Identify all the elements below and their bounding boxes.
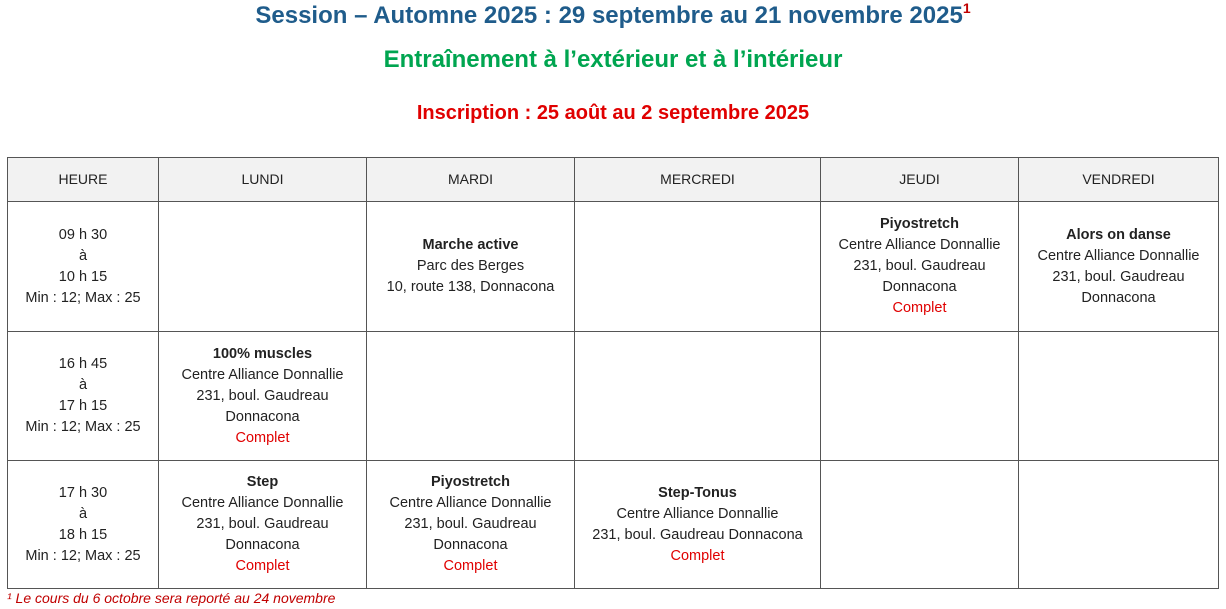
footnote: ¹ Le cours du 6 octobre sera reporté au 24 novembre bbox=[7, 590, 336, 606]
cell-mercredi bbox=[575, 202, 821, 332]
inscription-dates: Inscription : 25 août au 2 septembre 2025 bbox=[416, 102, 810, 124]
course-location: Centre Alliance Donnallie bbox=[181, 366, 344, 383]
course-address: 231, boul. Gaudreau bbox=[1052, 268, 1185, 285]
course-address: 10, route 138, Donnacona bbox=[386, 279, 555, 295]
course-name: 100% muscles bbox=[212, 345, 313, 362]
time-start: 09 h 30 bbox=[58, 226, 108, 243]
col-header-lundi: LUNDI bbox=[159, 158, 367, 202]
session-title-text: Session – Automne 2025 : 29 septembre au 21 novembre 2025 bbox=[255, 2, 963, 29]
course-name: Piyostretch bbox=[431, 474, 510, 490]
session-title bbox=[0, 2, 1226, 30]
col-header-mercredi: MERCREDI bbox=[575, 158, 821, 202]
course-location: Centre Alliance Donnallie bbox=[389, 495, 552, 511]
cell-mardi bbox=[367, 461, 575, 589]
course-city: Donnacona bbox=[225, 537, 300, 553]
cell-vendredi bbox=[1019, 332, 1219, 461]
capacity: Min : 12; Max : 25 bbox=[25, 289, 141, 306]
course-location: Centre Alliance Donnallie bbox=[181, 495, 344, 511]
time-start: 16 h 45 bbox=[58, 356, 108, 372]
time-end: 18 h 15 bbox=[58, 526, 108, 543]
capacity: Min : 12; Max : 25 bbox=[25, 419, 141, 435]
course-address: 231, boul. Gaudreau bbox=[196, 387, 329, 404]
header-row bbox=[8, 158, 1219, 202]
cell-jeudi bbox=[821, 461, 1019, 589]
time-sep: à bbox=[78, 377, 88, 393]
cell-lundi bbox=[159, 332, 367, 461]
col-header-vendredi: VENDREDI bbox=[1019, 158, 1219, 202]
footnote-marker: 1 bbox=[962, 0, 971, 16]
time-end: 17 h 15 bbox=[58, 398, 108, 414]
col-header-jeudi: JEUDI bbox=[821, 158, 1019, 202]
cell-mercredi bbox=[575, 332, 821, 461]
course-location: Centre Alliance Donnallie bbox=[1037, 247, 1200, 264]
course-location: Centre Alliance Donnallie bbox=[616, 505, 779, 522]
course-address: 231, boul. Gaudreau bbox=[196, 516, 329, 532]
time-cell bbox=[8, 332, 159, 461]
course-address: 231, boul. Gaudreau Donnacona bbox=[592, 526, 803, 543]
cell-jeudi bbox=[821, 202, 1019, 332]
status-badge: Complet bbox=[443, 558, 498, 574]
course-name: Step bbox=[246, 474, 279, 490]
cell-mardi bbox=[367, 202, 575, 332]
time-cell bbox=[8, 461, 159, 589]
cell-jeudi bbox=[821, 332, 1019, 461]
course-city: Donnacona bbox=[882, 279, 957, 295]
cell-mardi bbox=[367, 332, 575, 461]
status-badge: Complet bbox=[235, 558, 290, 574]
col-header-heure: HEURE bbox=[8, 158, 159, 202]
time-start: 17 h 30 bbox=[58, 484, 108, 501]
schedule-table bbox=[7, 157, 1219, 589]
cell-vendredi bbox=[1019, 461, 1219, 589]
status-badge: Complet bbox=[892, 300, 947, 316]
course-name: Step-Tonus bbox=[658, 484, 737, 501]
table-row bbox=[8, 202, 1219, 332]
course-name: Piyostretch bbox=[880, 216, 959, 232]
course-name: Marche active bbox=[422, 237, 519, 253]
course-city: Donnacona bbox=[1081, 289, 1156, 306]
subtitle: Entraînement à l’extérieur et à l’intérieur bbox=[383, 46, 843, 73]
cell-vendredi bbox=[1019, 202, 1219, 332]
time-sep: à bbox=[78, 247, 88, 264]
time-sep: à bbox=[78, 505, 88, 522]
cell-lundi bbox=[159, 202, 367, 332]
time-end: 10 h 15 bbox=[58, 268, 108, 285]
status-badge: Complet bbox=[235, 429, 290, 446]
course-address: 231, boul. Gaudreau bbox=[404, 516, 537, 532]
course-address: 231, boul. Gaudreau bbox=[853, 258, 986, 274]
status-badge: Complet bbox=[670, 547, 725, 564]
course-location: Centre Alliance Donnallie bbox=[838, 237, 1001, 253]
course-city: Donnacona bbox=[225, 408, 300, 425]
table-row bbox=[8, 332, 1219, 461]
capacity: Min : 12; Max : 25 bbox=[25, 547, 141, 564]
course-location: Parc des Berges bbox=[416, 258, 525, 274]
col-header-mardi: MARDI bbox=[367, 158, 575, 202]
time-cell bbox=[8, 202, 159, 332]
course-city: Donnacona bbox=[433, 537, 508, 553]
table-row bbox=[8, 461, 1219, 589]
cell-mercredi bbox=[575, 461, 821, 589]
cell-lundi bbox=[159, 461, 367, 589]
course-name: Alors on danse bbox=[1066, 226, 1171, 243]
